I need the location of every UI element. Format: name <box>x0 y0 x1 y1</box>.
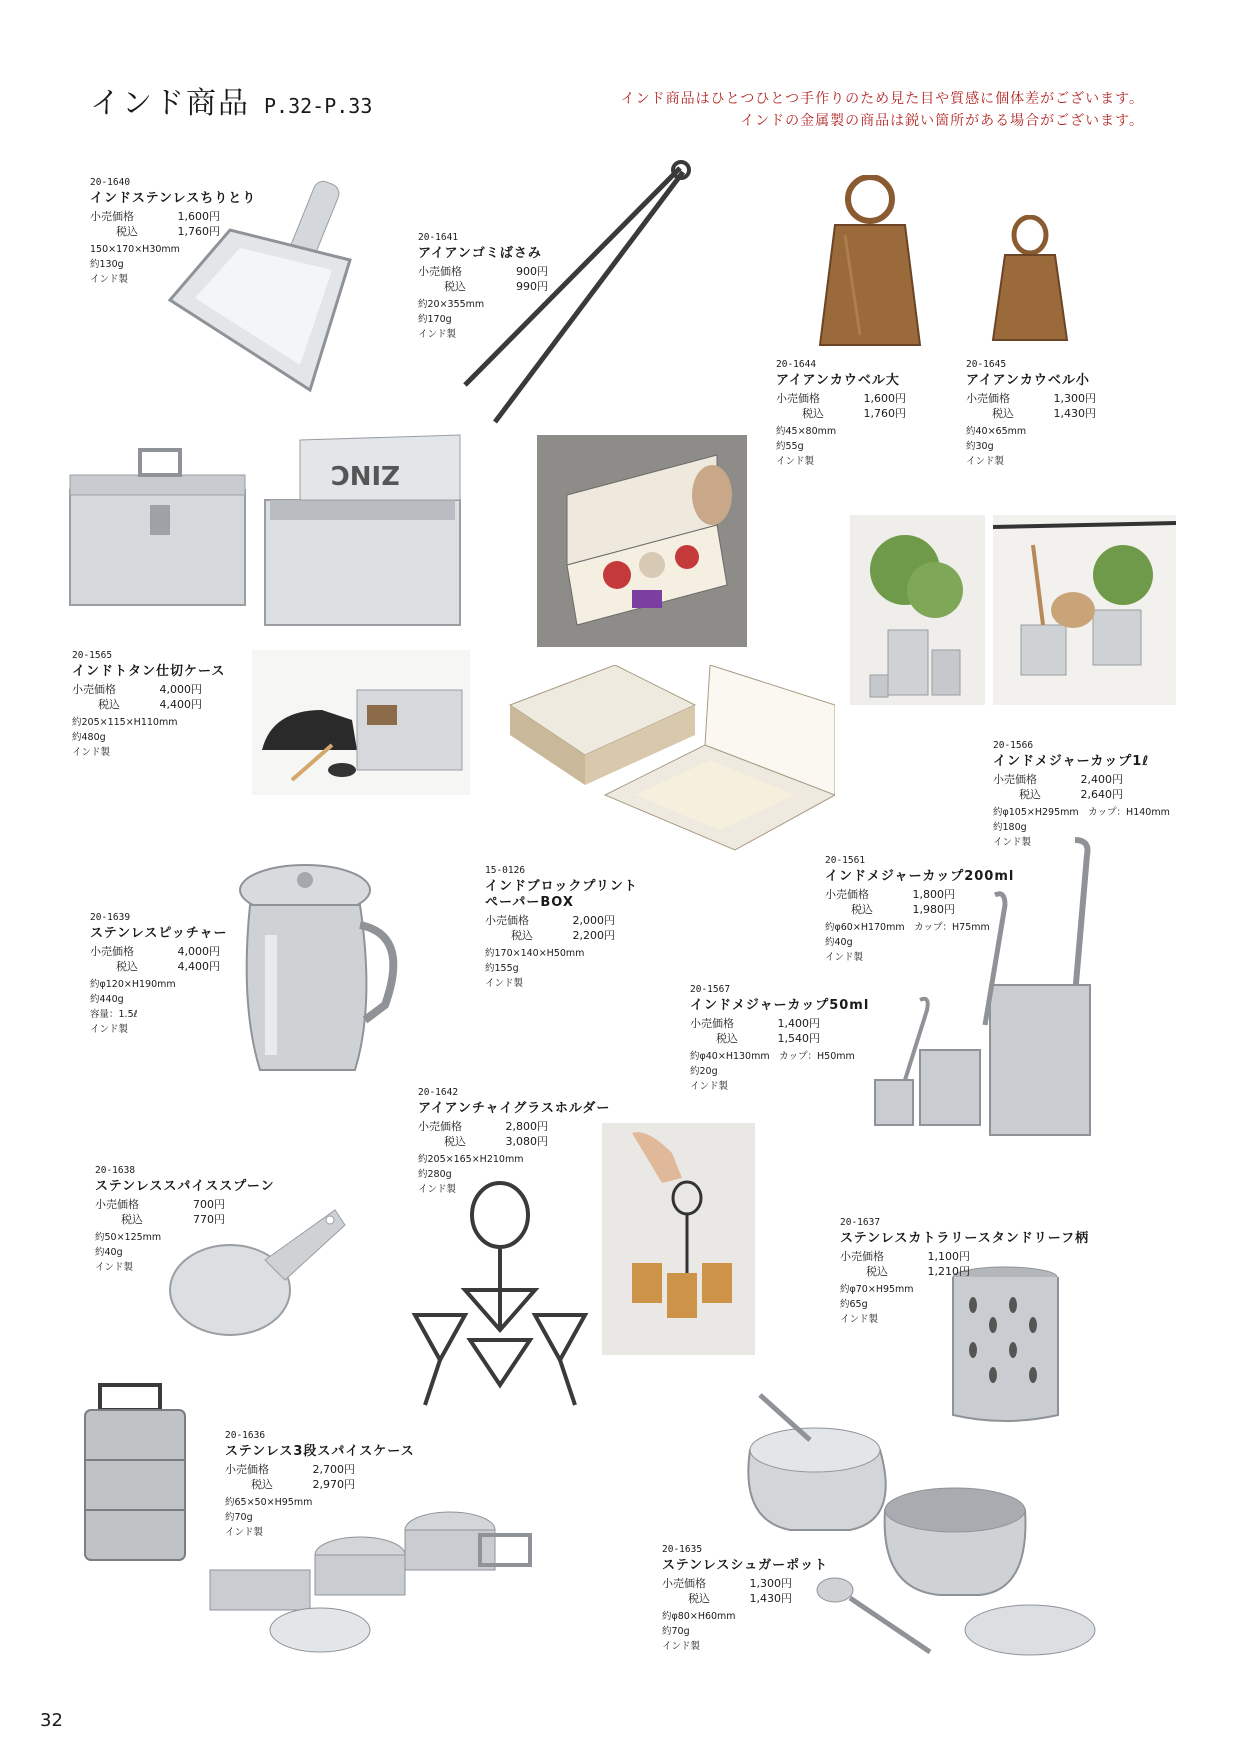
product-1637 <box>840 1215 1089 1327</box>
spec-weight: 約65g <box>840 1299 868 1310</box>
retail-price <box>90 944 227 959</box>
spec-origin: インド製 <box>418 1184 457 1195</box>
page-number: 32 <box>40 1710 63 1731</box>
tax-price <box>90 959 227 974</box>
notice-line-2: インドの金属製の商品は鋭い箇所がある場合がございます。 <box>740 113 1144 129</box>
retail-value: 1,600円 <box>863 392 906 405</box>
retail-label: 小売価格 <box>993 773 1037 786</box>
retail-price <box>485 913 638 928</box>
spec-size: 約φ60×H170mm カップ：H75mm <box>825 922 990 933</box>
product-code: 20-1561 <box>825 855 866 866</box>
product-name: アイアンチャイグラスホルダー <box>418 1101 611 1116</box>
retail-label: 小売価格 <box>776 392 820 405</box>
spec-weight: 約280g <box>418 1169 452 1180</box>
retail-value: 4,000円 <box>159 683 202 696</box>
retail-value: 1,600円 <box>177 210 220 223</box>
spec-weight: 約440g <box>90 994 124 1005</box>
spec-weight: 約480g <box>72 732 106 743</box>
product-spec <box>690 1049 869 1094</box>
product-spec <box>90 977 227 1037</box>
retail-label: 小売価格 <box>72 683 116 696</box>
spec-size: 150×170×H30mm <box>90 244 180 255</box>
tax-value: 1,210円 <box>927 1265 970 1278</box>
tax-value: 1,540円 <box>777 1032 820 1045</box>
spec-origin: インド製 <box>776 456 815 467</box>
retail-label: 小売価格 <box>90 210 134 223</box>
product-name: インドメジャーカップ200ml <box>825 869 1015 884</box>
tax-price <box>825 902 1014 917</box>
tax-label: 税込 <box>98 698 120 711</box>
paper-box-photo <box>505 665 835 865</box>
tax-label: 税込 <box>121 1213 143 1226</box>
tax-price <box>95 1212 275 1227</box>
spec-weight: 約180g <box>993 822 1027 833</box>
spec-origin: インド製 <box>95 1262 134 1273</box>
product-spec <box>95 1230 275 1275</box>
product-spec <box>418 1152 610 1197</box>
retail-label: 小売価格 <box>662 1577 706 1590</box>
spec-size: 約205×165×H210mm <box>418 1154 524 1165</box>
tax-price <box>90 224 256 239</box>
tax-price <box>993 787 1170 802</box>
tax-price <box>776 406 906 421</box>
tax-value: 1,430円 <box>1053 407 1096 420</box>
spec-origin: インド製 <box>993 837 1032 848</box>
product-spec <box>840 1282 1089 1327</box>
product-1639 <box>90 910 227 1037</box>
product-1636 <box>225 1428 415 1540</box>
retail-price <box>825 887 1014 902</box>
tax-label: 税込 <box>116 960 138 973</box>
retail-value: 2,400円 <box>1080 773 1123 786</box>
section-title: インド商品 <box>90 86 250 121</box>
tax-price <box>485 928 638 943</box>
tax-value: 3,080円 <box>505 1135 548 1148</box>
chai-holder-hand-photo <box>602 1123 755 1355</box>
retail-price <box>966 391 1096 406</box>
tax-value: 770円 <box>193 1213 225 1226</box>
spec-size: 約40×65mm <box>966 426 1027 437</box>
tax-price <box>418 279 548 294</box>
product-1638 <box>95 1163 275 1275</box>
retail-value: 900円 <box>516 265 548 278</box>
product-name: ステンレスシュガーポット <box>662 1558 829 1573</box>
retail-label: 小売価格 <box>90 945 134 958</box>
retail-label: 小売価格 <box>825 888 869 901</box>
tax-label: 税込 <box>1019 788 1041 801</box>
pitcher-photo <box>225 855 410 1080</box>
product-code: 20-1638 <box>95 1165 136 1176</box>
tax-value: 4,400円 <box>177 960 220 973</box>
notice <box>621 88 1144 132</box>
retail-value: 2,800円 <box>505 1120 548 1133</box>
retail-value: 1,800円 <box>912 888 955 901</box>
spec-origin: インド製 <box>825 952 864 963</box>
product-spec <box>485 946 638 991</box>
tin-case-photo <box>65 430 465 630</box>
spec-size: 約φ120×H190mm <box>90 979 176 990</box>
retail-value: 1,100円 <box>927 1250 970 1263</box>
tax-value: 1,760円 <box>177 225 220 238</box>
spec-weight: 約40g <box>825 937 853 948</box>
product-name: ステンレスカトラリースタンドリーフ柄 <box>840 1231 1090 1246</box>
spec-capacity: 容量：1.5ℓ <box>90 1009 138 1020</box>
tax-price <box>840 1264 1089 1279</box>
product-spec <box>225 1495 415 1540</box>
tin-case-shoe-photo <box>252 650 470 795</box>
spec-size: 約φ40×H130mm カップ：H50mm <box>690 1051 855 1062</box>
spec-origin: インド製 <box>225 1527 264 1538</box>
retail-label: 小売価格 <box>95 1198 139 1211</box>
retail-price <box>993 772 1170 787</box>
spec-size: 約170×140×H50mm <box>485 948 585 959</box>
product-name-line-2: ペーパーBOX <box>485 895 574 910</box>
product-name: ステンレス3段スパイスケース <box>225 1444 415 1459</box>
product-0126 <box>485 863 638 991</box>
product-spec <box>72 715 225 760</box>
retail-price <box>776 391 906 406</box>
tax-price <box>690 1031 869 1046</box>
product-name: インドステンレスちりとり <box>90 191 257 206</box>
product-1644 <box>776 357 906 469</box>
product-code: 20-1567 <box>690 984 731 995</box>
retail-price <box>418 264 548 279</box>
spec-origin: インド製 <box>966 456 1005 467</box>
tax-label: 税込 <box>116 225 138 238</box>
product-code: 20-1565 <box>72 650 113 661</box>
product-code: 20-1640 <box>90 177 131 188</box>
spec-weight: 約20g <box>690 1066 718 1077</box>
tax-label: 税込 <box>444 1135 466 1148</box>
tax-label: 税込 <box>444 280 466 293</box>
product-spec <box>90 242 256 287</box>
product-name: ステンレススパイススプーン <box>95 1179 275 1194</box>
product-1635 <box>662 1542 828 1654</box>
spec-origin: インド製 <box>418 329 457 340</box>
spec-size: 約φ80×H60mm <box>662 1611 736 1622</box>
spec-weight: 約155g <box>485 963 519 974</box>
product-1645 <box>966 357 1096 469</box>
spec-size: 約20×355mm <box>418 299 485 310</box>
retail-value: 4,000円 <box>177 945 220 958</box>
measure-cup-rail-photo <box>993 515 1176 705</box>
retail-price <box>418 1119 610 1134</box>
zinc-text: ZINC <box>330 459 400 489</box>
product-code: 15-0126 <box>485 865 526 876</box>
retail-value: 1,300円 <box>749 1577 792 1590</box>
product-1561 <box>825 853 1014 965</box>
retail-price <box>72 682 225 697</box>
page-range: P.32-P.33 <box>264 94 373 118</box>
spec-weight: 約70g <box>225 1512 253 1523</box>
spec-origin: インド製 <box>90 1024 129 1035</box>
tax-value: 4,400円 <box>159 698 202 711</box>
paper-box-use-photo <box>537 435 747 647</box>
product-code: 20-1642 <box>418 1087 459 1098</box>
product-name: インドメジャーカップ1ℓ <box>993 754 1150 769</box>
retail-price <box>225 1462 415 1477</box>
page-title <box>90 78 372 122</box>
spec-origin: インド製 <box>72 747 111 758</box>
product-name: アイアンカウベル小 <box>966 373 1090 388</box>
retail-value: 1,400円 <box>777 1017 820 1030</box>
spec-weight: 約170g <box>418 314 452 325</box>
retail-label: 小売価格 <box>840 1250 884 1263</box>
retail-label: 小売価格 <box>225 1463 269 1476</box>
tax-value: 1,760円 <box>863 407 906 420</box>
product-1640 <box>90 175 256 287</box>
retail-label: 小売価格 <box>418 1120 462 1133</box>
product-code: 20-1635 <box>662 1544 703 1555</box>
product-code: 20-1645 <box>966 359 1007 370</box>
retail-price <box>690 1016 869 1031</box>
product-spec <box>418 297 548 342</box>
spec-origin: インド製 <box>840 1314 879 1325</box>
cowbell-small-photo <box>985 215 1075 345</box>
product-code: 20-1637 <box>840 1217 881 1228</box>
product-name: アイアンカウベル大 <box>776 373 900 388</box>
tax-label: 税込 <box>251 1478 273 1491</box>
product-spec <box>966 424 1096 469</box>
product-name: アイアンゴミばさみ <box>418 246 542 261</box>
retail-price <box>840 1249 1089 1264</box>
product-spec <box>825 920 1014 965</box>
tax-price <box>72 697 225 712</box>
product-1566 <box>993 738 1170 850</box>
product-1642 <box>418 1085 610 1197</box>
spec-weight: 約40g <box>95 1247 123 1258</box>
tax-label: 税込 <box>866 1265 888 1278</box>
product-code: 20-1644 <box>776 359 817 370</box>
tax-value: 2,200円 <box>572 929 615 942</box>
spec-origin: インド製 <box>485 978 524 989</box>
product-name-line-1: インドブロックプリント <box>485 879 638 894</box>
spec-size: 約50×125mm <box>95 1232 162 1243</box>
retail-price <box>90 209 256 224</box>
retail-label: 小売価格 <box>418 265 462 278</box>
tax-value: 2,640円 <box>1080 788 1123 801</box>
product-code: 20-1566 <box>993 740 1034 751</box>
retail-label: 小売価格 <box>966 392 1010 405</box>
retail-value: 2,700円 <box>312 1463 355 1476</box>
product-code: 20-1636 <box>225 1430 266 1441</box>
spec-size: 約φ70×H95mm <box>840 1284 914 1295</box>
tax-price <box>225 1477 415 1492</box>
product-spec <box>993 805 1170 850</box>
cowbell-large-photo <box>810 175 930 355</box>
tax-label: 税込 <box>851 903 873 916</box>
chai-holder-photo <box>405 1180 595 1410</box>
retail-price <box>662 1576 828 1591</box>
spec-weight: 約130g <box>90 259 124 270</box>
tax-value: 990円 <box>516 280 548 293</box>
tax-label: 税込 <box>802 407 824 420</box>
tax-label: 税込 <box>688 1592 710 1605</box>
tax-label: 税込 <box>716 1032 738 1045</box>
tax-price <box>966 406 1096 421</box>
spec-origin: インド製 <box>662 1641 701 1652</box>
retail-value: 700円 <box>193 1198 225 1211</box>
product-1567 <box>690 982 869 1094</box>
tax-label: 税込 <box>511 929 533 942</box>
spec-size: 約205×115×H110mm <box>72 717 178 728</box>
product-1565 <box>72 648 225 760</box>
product-name: インドトタン仕切ケース <box>72 664 226 679</box>
product-code: 20-1641 <box>418 232 459 243</box>
product-name: ステンレスピッチャー <box>90 926 228 941</box>
product-spec <box>776 424 906 469</box>
retail-value: 2,000円 <box>572 914 615 927</box>
spec-size: 約φ105×H295mm カップ：H140mm <box>993 807 1170 818</box>
tax-price <box>662 1591 828 1606</box>
spec-weight: 約30g <box>966 441 994 452</box>
spec-origin: インド製 <box>90 274 129 285</box>
measure-cup-plant-photo <box>850 515 985 705</box>
product-1641 <box>418 230 548 342</box>
retail-price <box>95 1197 275 1212</box>
spec-weight: 約55g <box>776 441 804 452</box>
retail-label: 小売価格 <box>690 1017 734 1030</box>
product-spec <box>662 1609 828 1654</box>
tax-price <box>418 1134 610 1149</box>
spec-weight: 約70g <box>662 1626 690 1637</box>
product-code: 20-1639 <box>90 912 131 923</box>
tax-value: 1,430円 <box>749 1592 792 1605</box>
spec-size: 約45×80mm <box>776 426 837 437</box>
spec-size: 約65×50×H95mm <box>225 1497 313 1508</box>
retail-value: 1,300円 <box>1053 392 1096 405</box>
retail-label: 小売価格 <box>485 914 529 927</box>
spec-origin: インド製 <box>690 1081 729 1092</box>
tax-value: 1,980円 <box>912 903 955 916</box>
product-name: インドメジャーカップ50ml <box>690 998 870 1013</box>
tax-label: 税込 <box>992 407 1014 420</box>
tax-value: 2,970円 <box>312 1478 355 1491</box>
notice-line-1: インド商品はひとつひとつ手作りのため見た目や質感に個体差がございます。 <box>620 91 1144 107</box>
